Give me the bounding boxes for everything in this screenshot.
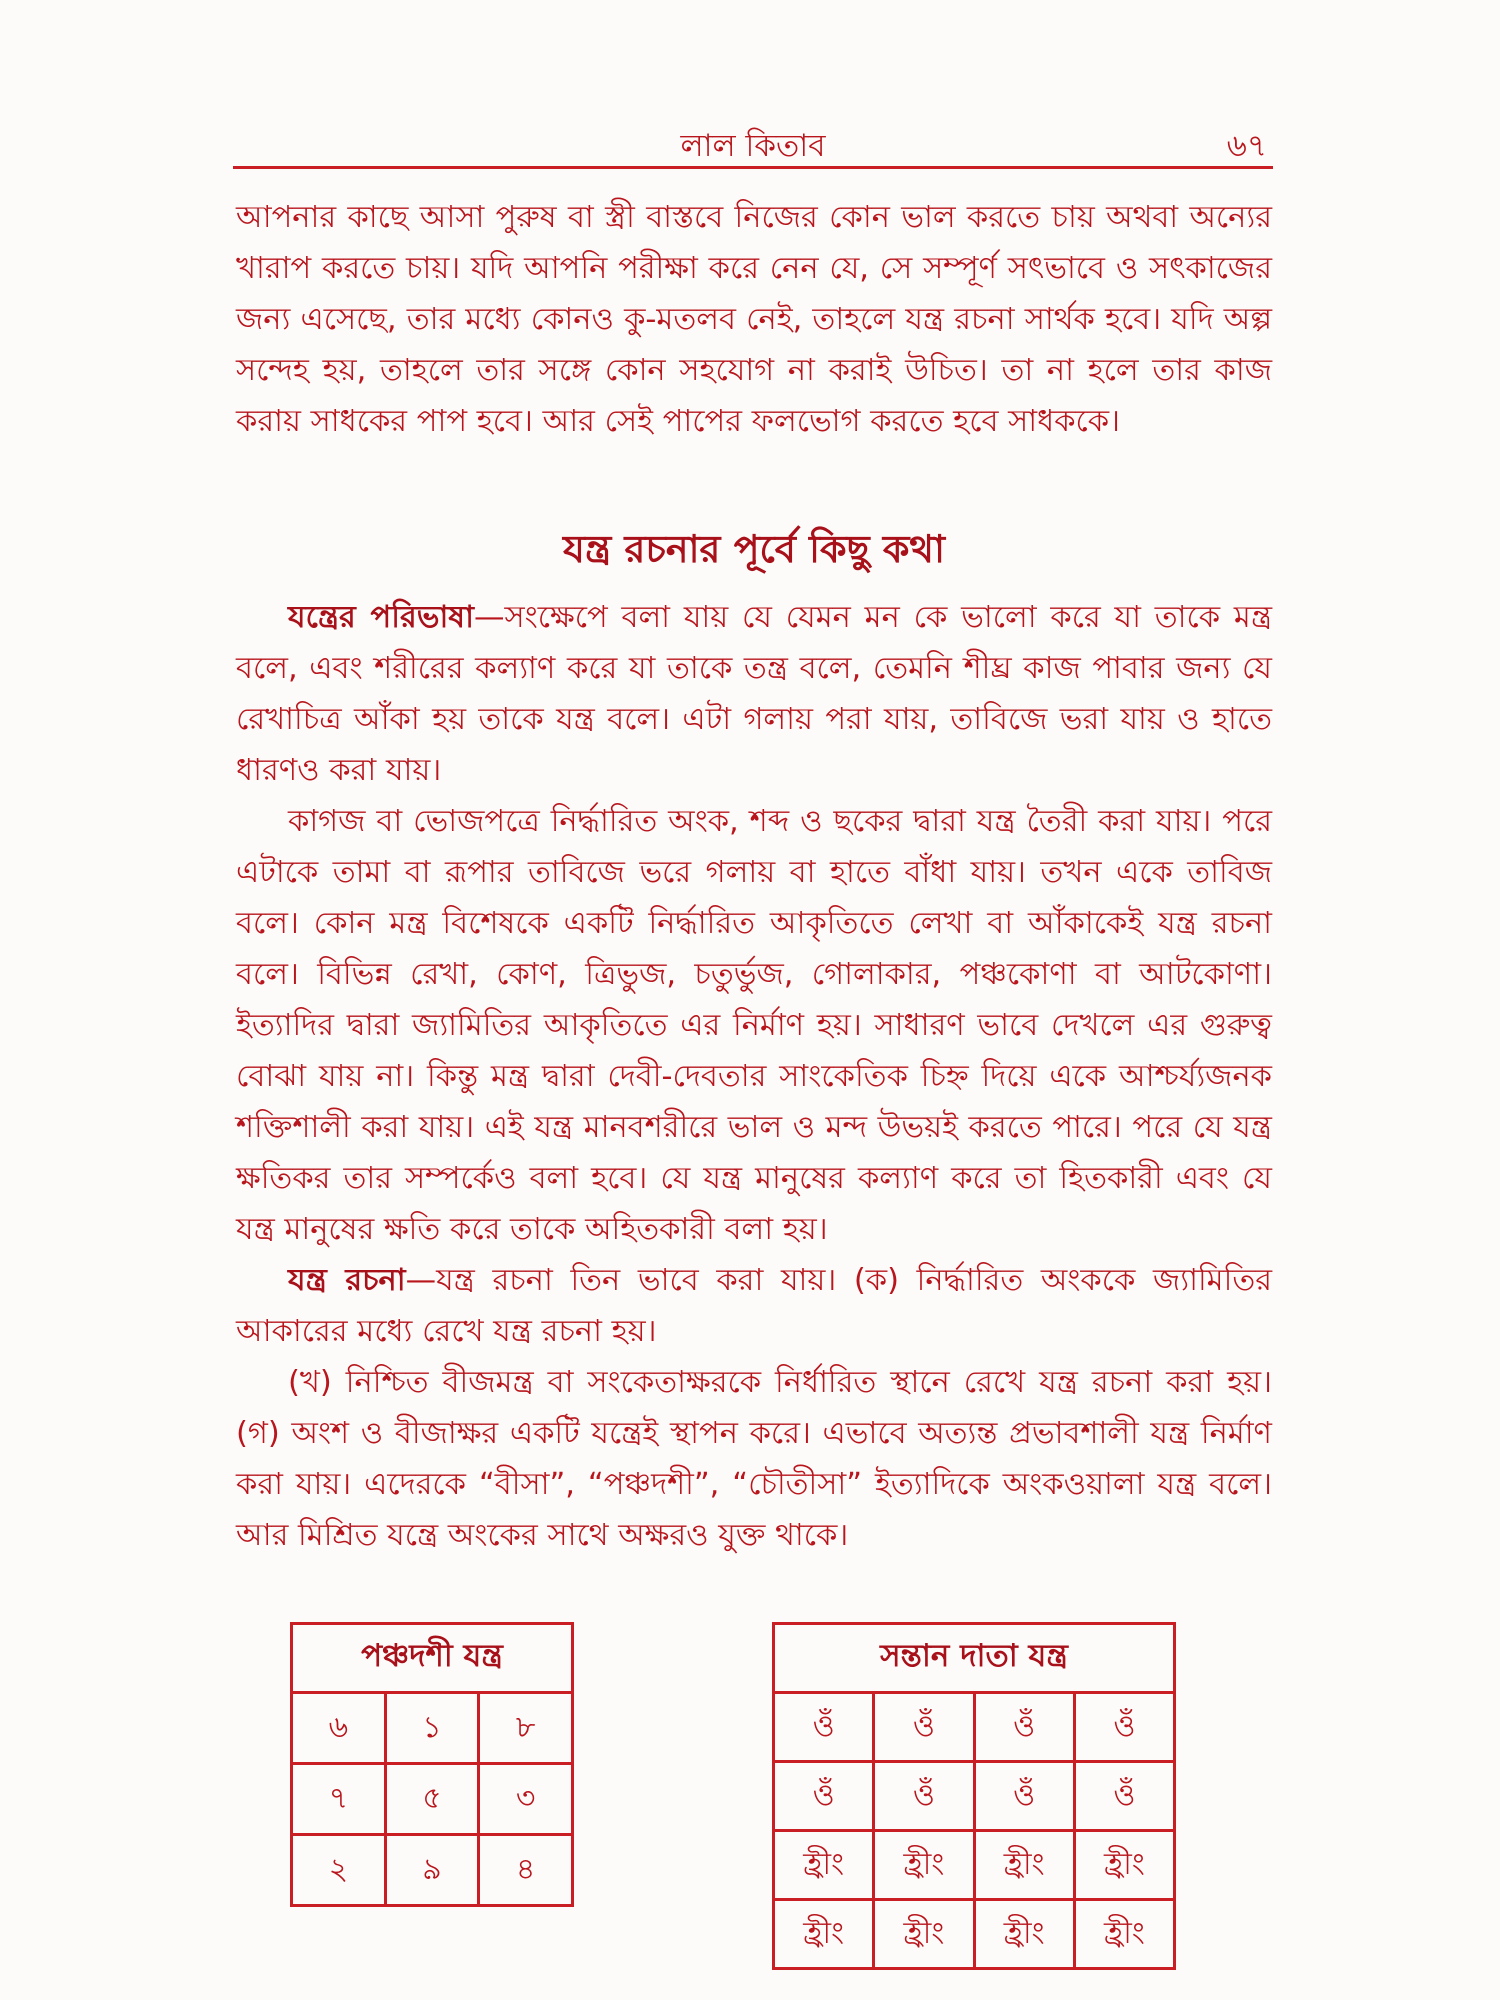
yantra-cell: হ্রীং — [774, 1831, 874, 1900]
yantra-title: পঞ্চদশী যন্ত্র — [292, 1624, 573, 1693]
paragraph-two: কাগজ বা ভোজপত্রে নির্দ্ধারিত অংক, শব্দ ও ছকের দ্বারা যন্ত্র তৈরী করা যায়। পরে এটাকে তামা বা রূপার তাবিজে ভরে গলায় বা হাতে বাঁধা যায়। তখন একে তাবিজ বলে। কোন মন্ত্র বিশেষকে একটি নির্দ্ধারিত আকৃতিতে লেখা বা আঁকাকেই যন্ত্র রচনা বলে। বিভিন্ন রেখা, কোণ, ত্রিভুজ, চতুর্ভুজ, গোলাকার, পঞ্চকোণা বা আটকোণা। ইত্যাদির দ্বারা জ্যামিতির আকৃতিতে এর নির্মাণ হয়। সাধারণ ভাবে দেখলে এর গুরুত্ব বোঝা যায় না। কিন্তু মন্ত্র দ্বারা দেবী-দেবতার সাংকেতিক চিহ্ন দিয়ে একে আশ্চর্য্যজনক শক্তিশালী করা যায়। এই যন্ত্র মানবশরীরে ভাল ও মন্দ উভয়ই করতে পারে। পরে যে যন্ত্র ক্ষতিকর তার সম্পর্কেও বলা হবে। যে যন্ত্র মানুষের কল্যাণ করে তা হিতকারী এবং যে যন্ত্র মানুষের ক্ষতি করে তাকে অহিতকারী বলা হয়। — [236, 804, 1272, 1247]
running-header — [233, 112, 1273, 164]
yantra-cell: ওঁ — [774, 1693, 874, 1762]
book-title: লাল কিতাব — [680, 128, 826, 164]
intro-paragraph-text: আপনার কাছে আসা পুরুষ বা স্ত্রী বাস্তবে নিজের কোন ভাল করতে চায় অথবা অন্যের খারাপ করতে চায়। যদি আপনি পরীক্ষা করে নেন যে, সে সম্পূর্ণ সৎভাবে ও সৎকাজের জন্য এসেছে, তার মধ্যে কোনও কু-মতলব নেই, তাহলে যন্ত্র রচনা সার্থক হবে। যদি অল্প সন্দেহ হয়, তাহলে তার সঙ্গে কোন সহযোগ না করাই উচিত। তা না হলে তার কাজ করায় সাধকের পাপ হবে। আর সেই পাপের ফলভোগ করতে হবে সাধককে। — [236, 200, 1272, 439]
yantra-cell: ২ — [292, 1835, 386, 1906]
yantra-cell: ৯ — [385, 1835, 479, 1906]
paragraph-kha: (খ) নিশ্চিত বীজমন্ত্র বা সংকেতাক্ষরকে নির্ধারিত স্থানে রেখে যন্ত্র রচনা করা হয়। (গ) অংশ ও বীজাক্ষর একটি যন্ত্রেই স্থাপন করে। এভাবে অত্যন্ত প্রভাবশালী যন্ত্র নির্মাণ করা যায়। এদেরকে “বীসা”, “পঞ্চদশী”, “চৌতীসা” ইত্যাদিকে অংকওয়ালা যন্ত্র বলে। আর মিশ্রিত যন্ত্রে অংকের সাথে অক্ষরও যুক্ত থাকে। — [236, 1365, 1272, 1553]
construction-paragraph — [236, 1255, 1272, 1357]
yantra-cell: হ্রীং — [1074, 1900, 1174, 1969]
section-heading: যন্ত্র রচনার পূর্বে কিছু কথা — [562, 527, 946, 571]
intro-paragraph — [236, 192, 1272, 447]
yantra-cell: ওঁ — [874, 1762, 974, 1831]
panchadashi-yantra-table — [290, 1622, 574, 1907]
yantra-cell: ওঁ — [774, 1762, 874, 1831]
yantra-cell: হ্রীং — [974, 1831, 1074, 1900]
yantra-cell: হ্রীং — [1074, 1831, 1174, 1900]
yantra-cell: ৭ — [292, 1764, 386, 1835]
definition-text: —সংক্ষেপে বলা যায় যে যেমন মন কে ভালো করে যা তাকে মন্ত্র বলে, এবং শরীরের কল্যাণ করে যা তাকে তন্ত্র বলে, তেমনি শীঘ্র কাজ পাবার জন্য যে রেখাচিত্র আঁকা হয় তাকে যন্ত্র বলে। এটা গলায় পরা যায়, তাবিজে ভরা যায় ও হাতে ধারণও করা যায়। — [236, 600, 1273, 788]
yantra-cell: হ্রীং — [974, 1900, 1074, 1969]
definition-paragraph — [236, 592, 1272, 796]
header-divider — [233, 166, 1273, 169]
main-text — [236, 592, 1272, 1561]
yantra-cell: ৩ — [479, 1764, 573, 1835]
yantra-title: সন্তান দাতা যন্ত্র — [774, 1624, 1175, 1693]
yantra-cell: ওঁ — [874, 1693, 974, 1762]
yantra-cell: ৬ — [292, 1693, 386, 1764]
yantra-cell: ওঁ — [974, 1693, 1074, 1762]
yantra-cell: ১ — [385, 1693, 479, 1764]
yantra-cell: ওঁ — [1074, 1762, 1174, 1831]
yantra-cell: ৮ — [479, 1693, 573, 1764]
page-number: ৬৭ — [1226, 128, 1267, 164]
yantra-cell: হ্রীং — [874, 1900, 974, 1969]
yantra-cell: ওঁ — [1074, 1693, 1174, 1762]
construction-text: —যন্ত্র রচনা তিন ভাবে করা যায়। (ক) নির্দ্ধারিত অংককে জ্যামিতির আকারের মধ্যে রেখে যন্ত্র রচনা হয়। — [236, 1263, 1272, 1349]
yantra-cell: হ্রীং — [774, 1900, 874, 1969]
yantra-cell: ৪ — [479, 1835, 573, 1906]
santan-data-yantra-table — [772, 1622, 1176, 1970]
construction-lead: যন্ত্র রচনা — [288, 1263, 406, 1298]
yantra-cell: ৫ — [385, 1764, 479, 1835]
yantra-cell: হ্রীং — [874, 1831, 974, 1900]
definition-lead: যন্ত্রের পরিভাষা — [288, 600, 474, 635]
yantra-cell: ওঁ — [974, 1762, 1074, 1831]
